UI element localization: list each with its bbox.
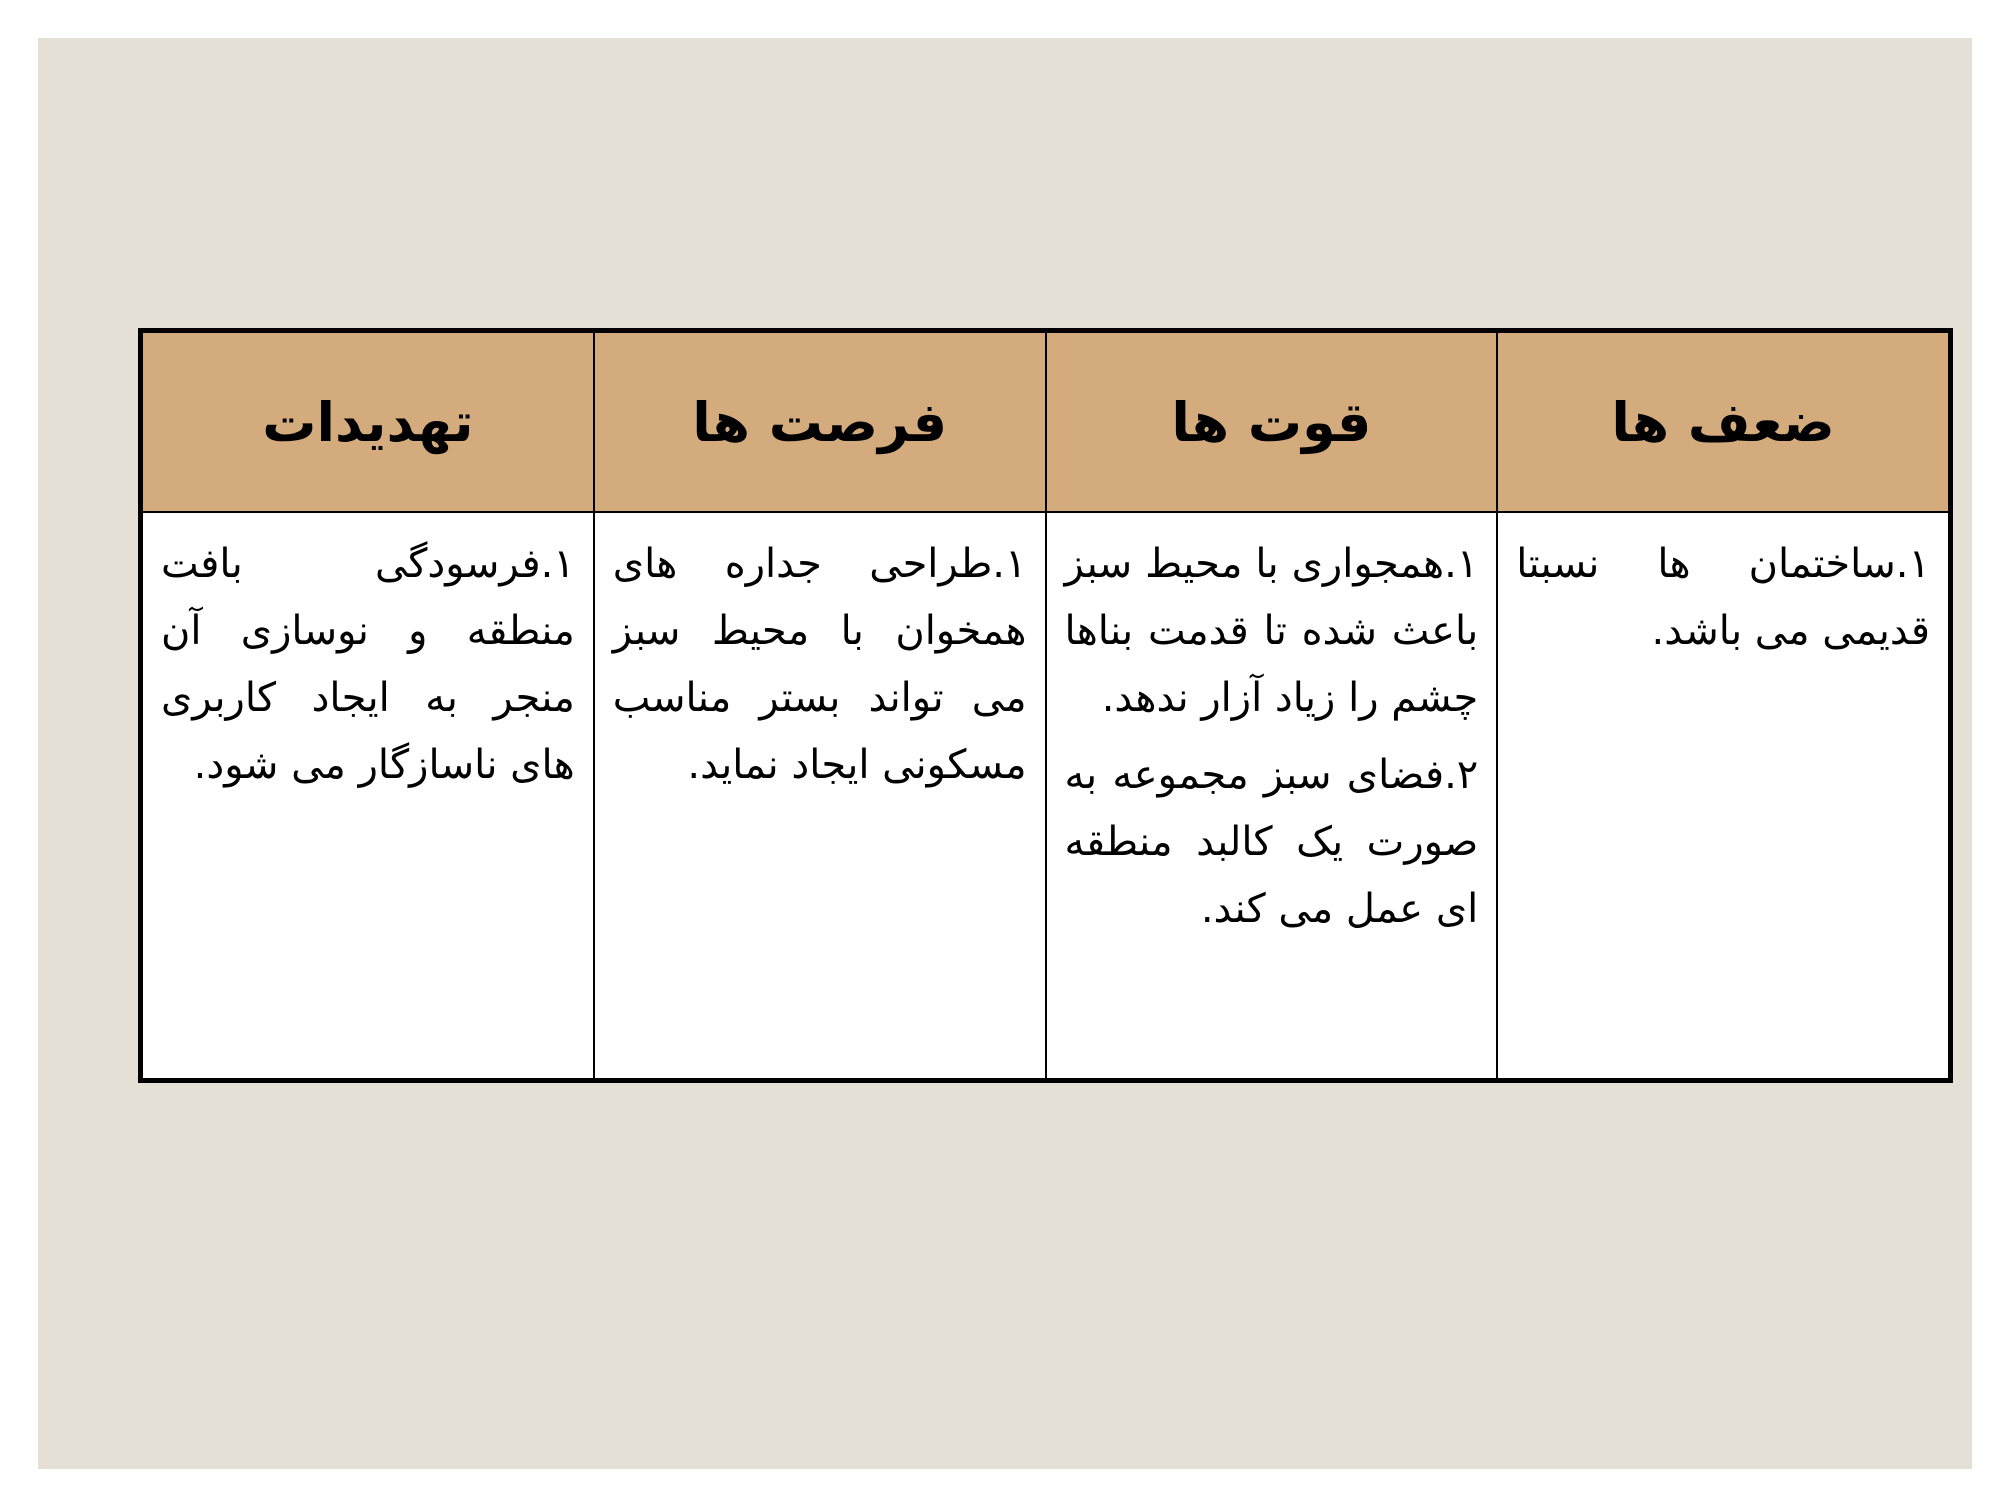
header-weaknesses: ضعف ها	[1497, 331, 1950, 513]
slide-background	[38, 38, 1972, 1469]
swot-table	[138, 328, 1953, 1083]
strengths-cell	[1046, 512, 1498, 1081]
header-strengths: قوت ها	[1046, 331, 1498, 513]
weaknesses-cell	[1497, 512, 1950, 1081]
header-row	[141, 331, 1951, 513]
strength-item-2: ۲.فضای سبز مجموعه به صورت یک کالبد منطقه ای عمل می کند.	[1064, 752, 1479, 932]
threats-cell	[141, 512, 594, 1081]
opportunity-item-1: ۱.طراحی جداره های همخوان با محیط سبز می تواند بستر مناسب مسکونی ایجاد نماید.	[612, 541, 1027, 788]
header-threats: تهدیدات	[141, 331, 594, 513]
content-row	[141, 512, 1951, 1081]
opportunities-cell	[594, 512, 1046, 1081]
weakness-item-1: ۱.ساختمان ها نسبتا قدیمی می باشد.	[1516, 541, 1930, 654]
threat-item-1: ۱.فرسودگی بافت منطقه و نوسازی آن منجر به ایجاد کاربری های ناسازگار می شود.	[161, 541, 575, 788]
strength-item-1: ۱.همجواری با محیط سبز باعث شده تا قدمت بناها چشم را زیاد آزار ندهد.	[1064, 541, 1479, 721]
header-opportunities: فرصت ها	[594, 331, 1046, 513]
